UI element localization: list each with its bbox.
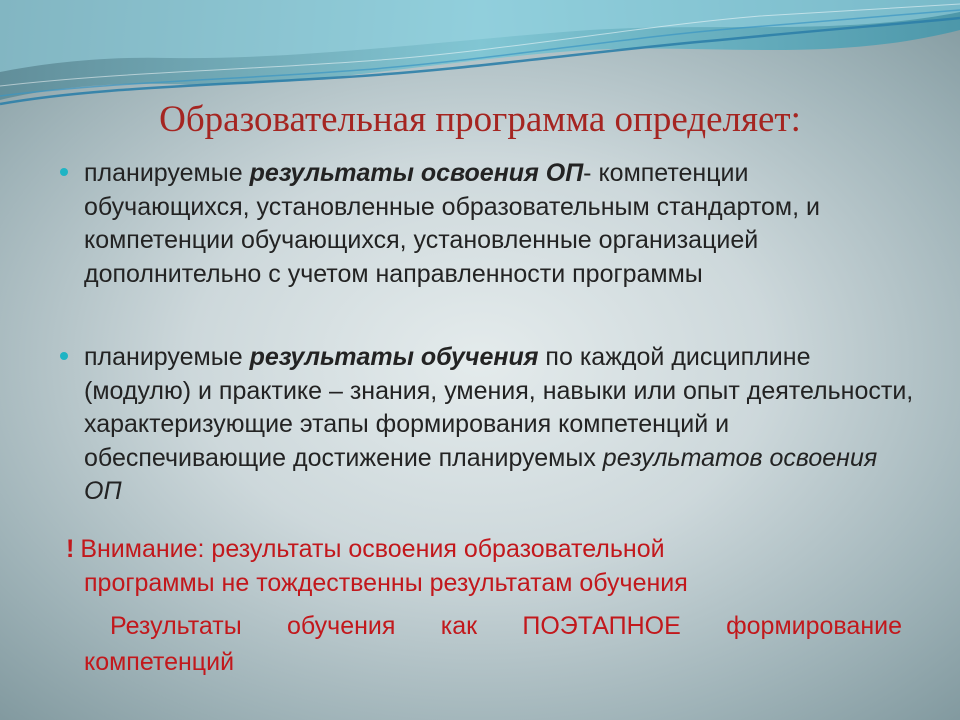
warning-line-2: программы не тождественны результатам обучения	[84, 568, 688, 597]
bullet-1-marker	[60, 168, 68, 176]
bullet-1-prefix: планируемые	[84, 159, 250, 187]
warning-note	[66, 533, 926, 600]
warning-exclamation: !	[66, 535, 75, 563]
learning-results-line-1: Результаты обучения как ПОЭТАПНОЕ формирование	[110, 612, 902, 640]
warning-line-1: Внимание: результаты освоения образовательной	[80, 535, 665, 563]
bullet-1-text	[84, 157, 914, 291]
bullet-2-prefix: планируемые	[84, 343, 250, 371]
bullet-2-emphasis: результаты обучения	[249, 343, 539, 371]
bullet-2-middle: по каждой дисциплине (модулю) и практике – знания, умения, навыки или опыт деятельности, характеризующие этапы формирования компетенций и обеспечивающие достижение планируемых	[84, 343, 914, 472]
bullet-2-marker	[60, 352, 68, 360]
slide-title: Образовательная программа определяет:	[159, 99, 801, 140]
bullet-2-italic-end: результатов освоения ОП	[84, 443, 878, 505]
bullet-1-suffix: - компетенции обучающихся, установленные образовательным стандартом, и компетенции обучающихся, установленные организацией дополнительно с учетом направленности программы	[84, 159, 820, 288]
learning-results-line-2: компетенций	[84, 648, 235, 676]
bullet-1-emphasis: результаты освоения ОП	[249, 159, 584, 187]
learning-results-note	[84, 610, 902, 644]
bullet-2-text	[84, 341, 914, 509]
